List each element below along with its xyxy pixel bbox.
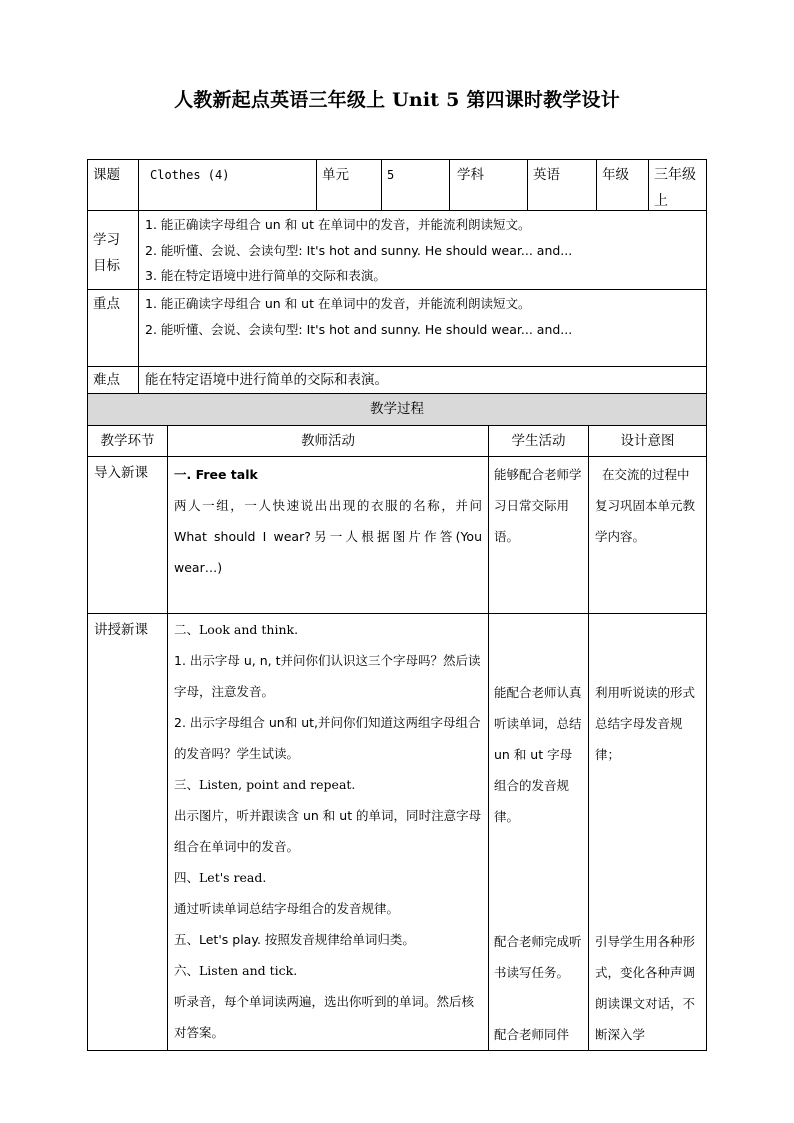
teacher-step-3: 三、Listen, point and repeat. bbox=[174, 777, 356, 792]
intro-intent: 在交流的过程中复习巩固本单元教学内容。 bbox=[595, 467, 696, 544]
col-student: 学生活动 bbox=[511, 433, 566, 449]
teacher-step-6-text: 听录音，每个单词读两遍，选出你听到的单词。然后核对答案。 bbox=[174, 994, 475, 1040]
subject-label: 学科 bbox=[457, 167, 484, 183]
col-intent: 设计意图 bbox=[620, 433, 675, 449]
new-student-1: 能配合老师认真听读单词，总结 un 和 ut 字母组合的发音规律。 bbox=[494, 685, 582, 824]
unit-label: 单元 bbox=[322, 167, 349, 183]
teacher-step-4: 四、Let's read. bbox=[174, 870, 267, 885]
goal-item-2: 2. 能听懂、会说、会读句型: It's hot and sunny. He should wear... and... bbox=[145, 242, 573, 258]
goal-item-3: 3. 能在特定语境中进行简单的交际和表演。 bbox=[145, 268, 386, 283]
teacher-step-2-2: 2. 出示字母组合 un和 ut,并问你们知道这两组字母组合的发音吗？学生试读。 bbox=[174, 715, 481, 761]
subject-value: 英语 bbox=[533, 167, 560, 183]
new-intent-1: 利用听说读的形式总结字母发音规律； bbox=[595, 685, 696, 762]
intro-student: 能够配合老师学习日常交际用语。 bbox=[494, 467, 582, 544]
teacher-step-3-text: 出示图片，听并跟读含 un 和 ut 的单词，同时注意字母组合在单词中的发音。 bbox=[174, 808, 482, 854]
teacher-step-4-text: 通过听读单词总结字母组合的发音规律。 bbox=[174, 901, 400, 916]
new-student-2: 配合老师完成听书读写任务。 bbox=[494, 934, 582, 980]
teacher-step-2: 二、Look and think. bbox=[174, 622, 299, 637]
col-teacher: 教师活动 bbox=[301, 433, 355, 449]
topic-label: 课题 bbox=[93, 167, 120, 183]
intro-stage: 导入新课 bbox=[94, 465, 148, 481]
intro-teacher bbox=[174, 459, 482, 583]
new-stage: 讲授新课 bbox=[94, 622, 148, 638]
new-teacher bbox=[174, 614, 482, 1048]
new-intent-2: 引导学生用各种形式，变化各种声调朗读课文对话，不断深入学 bbox=[595, 934, 696, 1042]
goals-label: 学习目标 bbox=[93, 232, 120, 274]
key-points-list bbox=[145, 291, 701, 343]
key-points-label: 重点 bbox=[93, 296, 120, 312]
grade-label: 年级 bbox=[602, 167, 629, 183]
new-student-3: 配合老师同伴 bbox=[494, 1027, 570, 1042]
grade-value: 三年级上 bbox=[654, 167, 696, 209]
page-title: 人教新起点英语三年级上 Unit 5 第四课时教学设计 bbox=[174, 89, 620, 111]
difficulty-text: 能在特定语境中进行简单的交际和表演。 bbox=[145, 372, 388, 388]
key-point-1: 1. 能正确读字母组合 un 和 ut 在单词中的发音，并能流利朗读短文。 bbox=[145, 296, 531, 311]
process-title: 教学过程 bbox=[370, 401, 424, 417]
teacher-step-6: 六、Listen and tick. bbox=[174, 963, 298, 978]
goals-list bbox=[145, 212, 701, 289]
intro-teacher-text: 两人一组，一人快速说出出现的衣服的名称，并问 What should I wear?另一人根据图片作答(You wear…) bbox=[174, 498, 482, 575]
unit-value: 5 bbox=[387, 168, 395, 182]
topic-value: Clothes (4) bbox=[150, 168, 230, 182]
difficulty-label: 难点 bbox=[93, 372, 120, 388]
teacher-step-2-1: 1. 出示字母 u, n, t并问你们认识这三个字母吗？然后读字母，注意发音。 bbox=[174, 653, 481, 699]
col-stage: 教学环节 bbox=[100, 433, 155, 449]
intro-teacher-heading: 一. Free talk bbox=[174, 467, 258, 482]
key-point-2: 2. 能听懂、会说、会读句型: It's hot and sunny. He should wear... and... bbox=[145, 322, 573, 337]
goal-item-1: 1. 能正确读字母组合 un 和 ut 在单词中的发音，并能流利朗读短文。 bbox=[145, 217, 531, 232]
teacher-step-5: 五、Let's play. 按照发音规律给单词归类。 bbox=[174, 932, 415, 947]
